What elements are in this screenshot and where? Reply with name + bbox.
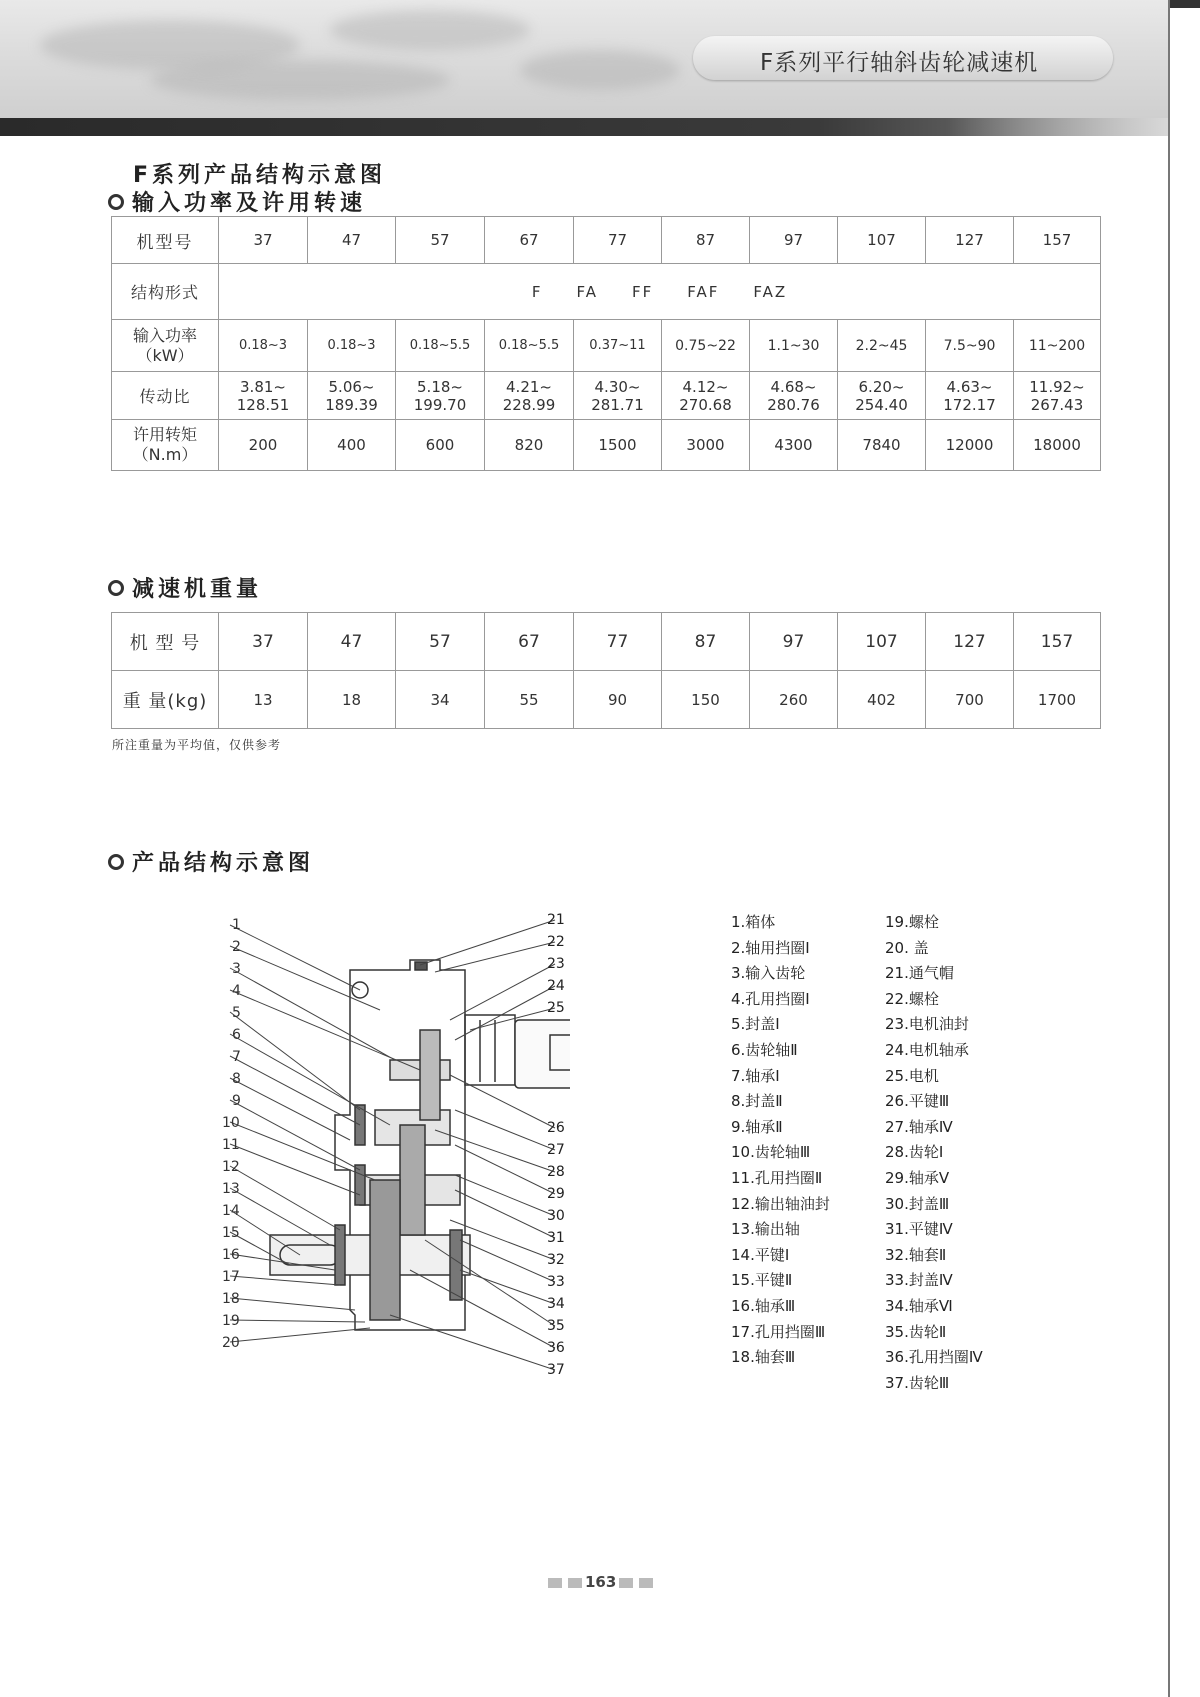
- torque-cell: 7840: [838, 420, 926, 471]
- ratio-max: 199.70: [413, 395, 467, 414]
- callout-number: 14: [222, 1203, 240, 1219]
- power-cell: 0.18~5.5: [485, 320, 574, 372]
- list-item: 29.轴承Ⅴ: [885, 1168, 950, 1187]
- weight-label-model: 机 型 号: [112, 613, 219, 671]
- table-row: [112, 671, 1101, 729]
- ratio-min: 6.20~: [858, 377, 905, 396]
- callout-number: 8: [232, 1071, 241, 1087]
- structure-forms-cell: F FA FF FAF FAZ: [219, 264, 1101, 320]
- parts-list-col1: [731, 910, 830, 1371]
- ratio-max: 172.17: [943, 395, 996, 414]
- weight-cell: 150: [662, 671, 750, 729]
- structure-section-title: F系列产品结构示意图: [133, 163, 387, 188]
- callout-number: 7: [232, 1049, 241, 1065]
- ratio-min: 3.81~: [240, 377, 286, 396]
- ratio-cell: [219, 372, 308, 420]
- callout-number: 35: [547, 1318, 565, 1334]
- row-label-torque: [112, 420, 219, 471]
- power-section-title: 输入功率及许用转速: [132, 191, 367, 216]
- list-item: 30.封盖Ⅲ: [885, 1194, 950, 1213]
- model-cell: 157: [1014, 217, 1101, 264]
- row-label-power-line1: 输入功率: [132, 325, 197, 345]
- weight-section-title: 减速机重量: [132, 577, 263, 602]
- page-number: [545, 1573, 656, 1591]
- power-cell: 7.5~90: [926, 320, 1014, 372]
- model-cell: 47: [308, 613, 396, 671]
- list-item: 20. 盖: [885, 938, 929, 957]
- row-label-structure: 结构形式: [112, 264, 219, 320]
- gearbox-drawing: [210, 910, 570, 1370]
- page-deco-left: [568, 1578, 582, 1588]
- table-row: [112, 264, 1101, 320]
- model-cell: 37: [219, 217, 308, 264]
- list-item: 9.轴承Ⅱ: [731, 1117, 783, 1136]
- list-item: 34.轴承Ⅵ: [885, 1296, 953, 1315]
- model-cell: 157: [1014, 613, 1101, 671]
- power-cell: 11~200: [1014, 320, 1101, 372]
- callout-number: 17: [222, 1269, 240, 1285]
- ratio-cell: [838, 372, 926, 420]
- table-row: [112, 372, 1101, 420]
- weight-cell: 700: [926, 671, 1014, 729]
- bullet-icon: [108, 580, 124, 596]
- model-cell: 67: [485, 217, 574, 264]
- corner-mark: [1170, 0, 1200, 8]
- list-item: 21.通气帽: [885, 964, 954, 983]
- list-item: 1.箱体: [731, 913, 776, 931]
- callout-number: 23: [547, 956, 565, 972]
- list-item: 37.齿轮Ⅲ: [885, 1373, 950, 1392]
- callout-number: 24: [547, 978, 565, 994]
- weight-section-heading: [108, 572, 262, 603]
- list-item: 25.电机: [885, 1066, 939, 1085]
- weight-note: 所注重量为平均值，仅供参考: [112, 738, 282, 752]
- callout-number: 11: [222, 1137, 240, 1153]
- power-cell: 0.18~5.5: [396, 320, 485, 372]
- callout-number: 19: [222, 1313, 240, 1329]
- ratio-min: 5.18~: [417, 377, 463, 396]
- callout-number: 9: [232, 1093, 241, 1109]
- weight-label-weight: 重 量(kg): [112, 671, 219, 729]
- bullet-icon: [108, 194, 124, 210]
- weight-cell: 1700: [1014, 671, 1101, 729]
- right-border-line: [1168, 0, 1170, 1697]
- weight-cell: 13: [219, 671, 308, 729]
- callout-number: 33: [547, 1274, 565, 1290]
- ratio-min: 5.06~: [328, 377, 375, 396]
- model-cell: 77: [574, 217, 662, 264]
- callout-number: 34: [547, 1296, 565, 1312]
- ratio-max: 270.68: [679, 395, 732, 414]
- list-item: 36.孔用挡圈Ⅳ: [885, 1348, 983, 1367]
- model-cell: 107: [838, 613, 926, 671]
- callout-number: 1: [232, 917, 241, 933]
- page-deco-right: [639, 1578, 653, 1588]
- model-cell: 47: [308, 217, 396, 264]
- list-item: 6.齿轮轴Ⅱ: [731, 1040, 798, 1059]
- ratio-cell: [926, 372, 1014, 420]
- list-item: 19.螺栓: [885, 913, 939, 931]
- row-label-torque-line2: （N.m）: [132, 445, 198, 464]
- list-item: 27.轴承Ⅳ: [885, 1117, 953, 1136]
- page-number-text: 163: [585, 1573, 617, 1591]
- list-item: 22.螺栓: [885, 989, 939, 1008]
- callout-number: 6: [232, 1027, 241, 1043]
- list-item: 10.齿轮轴Ⅲ: [731, 1143, 811, 1162]
- torque-cell: 400: [308, 420, 396, 471]
- bullet-icon: [108, 854, 124, 870]
- ratio-cell: [750, 372, 838, 420]
- table-row: [112, 217, 1101, 264]
- ratio-cell: [574, 372, 662, 420]
- row-label-power-line2: （kW）: [136, 345, 194, 365]
- callout-number: 27: [547, 1142, 565, 1158]
- row-label-power: [112, 320, 219, 372]
- row-label-torque-line1: 许用转矩: [132, 425, 197, 444]
- list-item: 18.轴套Ⅲ: [731, 1348, 796, 1367]
- ratio-cell: [396, 372, 485, 420]
- torque-cell: 820: [485, 420, 574, 471]
- ratio-min: 4.21~: [506, 377, 552, 396]
- ratio-min: 4.12~: [682, 377, 729, 396]
- table-row: [112, 420, 1101, 471]
- list-item: 24.电机轴承: [885, 1040, 969, 1059]
- table-row: [112, 613, 1101, 671]
- callout-number: 18: [222, 1291, 240, 1307]
- callout-number: 30: [547, 1208, 565, 1224]
- list-item: 12.输出轴油封: [731, 1194, 830, 1213]
- ratio-min: 11.92~: [1029, 377, 1085, 396]
- ratio-max: 281.71: [591, 395, 644, 414]
- power-cell: 0.18~3: [308, 320, 396, 372]
- callout-number: 21: [547, 912, 565, 928]
- list-item: 28.齿轮Ⅰ: [885, 1143, 944, 1162]
- list-item: 3.输入齿轮: [731, 964, 806, 983]
- model-cell: 77: [574, 613, 662, 671]
- weight-cell: 90: [574, 671, 662, 729]
- model-cell: 37: [219, 613, 308, 671]
- page-deco-left: [548, 1578, 562, 1588]
- header-bar: [0, 118, 1168, 136]
- diagram-section-title: 产品结构示意图: [132, 851, 315, 876]
- callout-number: 31: [547, 1230, 565, 1246]
- ratio-max: 254.40: [855, 395, 908, 414]
- ratio-cell: [485, 372, 574, 420]
- torque-cell: 4300: [750, 420, 838, 471]
- weight-table: [111, 612, 1101, 729]
- parts-list-col2: [885, 910, 983, 1396]
- callout-number: 5: [232, 1005, 241, 1021]
- diagram-section-heading: [108, 846, 314, 877]
- callout-number: 2: [232, 939, 241, 955]
- list-item: 11.孔用挡圈Ⅱ: [731, 1168, 823, 1187]
- torque-cell: 12000: [926, 420, 1014, 471]
- row-label-ratio: 传动比: [112, 372, 219, 420]
- model-cell: 87: [662, 613, 750, 671]
- list-item: 31.平键Ⅳ: [885, 1220, 953, 1239]
- ratio-cell: [1014, 372, 1101, 420]
- model-cell: 87: [662, 217, 750, 264]
- list-item: 4.孔用挡圈Ⅰ: [731, 989, 810, 1008]
- ratio-min: 4.63~: [946, 377, 993, 396]
- gearbox-structure-diagram: [210, 910, 570, 1370]
- ratio-min: 4.68~: [770, 377, 817, 396]
- power-cell: 0.18~3: [219, 320, 308, 372]
- callout-number: 20: [222, 1335, 240, 1351]
- callout-number: 3: [232, 961, 241, 977]
- ratio-min: 4.30~: [594, 377, 641, 396]
- list-item: 14.平键Ⅰ: [731, 1245, 790, 1264]
- torque-cell: 18000: [1014, 420, 1101, 471]
- callout-number: 16: [222, 1247, 240, 1263]
- callout-number: 10: [222, 1115, 240, 1131]
- callout-number: 37: [547, 1362, 565, 1378]
- ratio-max: 228.99: [502, 395, 556, 414]
- weight-cell: 402: [838, 671, 926, 729]
- model-cell: 97: [750, 613, 838, 671]
- torque-cell: 1500: [574, 420, 662, 471]
- model-cell: 67: [485, 613, 574, 671]
- list-item: 2.轴用挡圈Ⅰ: [731, 938, 810, 957]
- power-cell: 0.75~22: [662, 320, 750, 372]
- list-item: 23.电机油封: [885, 1015, 969, 1034]
- weight-cell: 18: [308, 671, 396, 729]
- callout-number: 13: [222, 1181, 240, 1197]
- model-cell: 127: [926, 217, 1014, 264]
- model-cell: 57: [396, 217, 485, 264]
- list-item: 26.平键Ⅲ: [885, 1092, 950, 1111]
- list-item: 13.输出轴: [731, 1220, 800, 1239]
- callout-number: 22: [547, 934, 565, 950]
- power-cell: 0.37~11: [574, 320, 662, 372]
- list-item: 32.轴套Ⅱ: [885, 1245, 947, 1264]
- page-deco-right: [619, 1578, 633, 1588]
- model-cell: 127: [926, 613, 1014, 671]
- callout-number: 28: [547, 1164, 565, 1180]
- list-item: 15.平键Ⅱ: [731, 1271, 793, 1290]
- list-item: 7.轴承Ⅰ: [731, 1066, 780, 1085]
- power-cell: 2.2~45: [838, 320, 926, 372]
- list-item: 5.封盖Ⅰ: [731, 1015, 780, 1034]
- list-item: 16.轴承Ⅲ: [731, 1296, 796, 1315]
- list-item: 33.封盖Ⅳ: [885, 1271, 953, 1290]
- power-table: [111, 216, 1101, 471]
- list-item: 8.封盖Ⅱ: [731, 1092, 783, 1111]
- ratio-cell: [308, 372, 396, 420]
- callout-number: 15: [222, 1225, 240, 1241]
- torque-cell: 3000: [662, 420, 750, 471]
- callout-number: 29: [547, 1186, 565, 1202]
- ratio-max: 280.76: [767, 395, 820, 414]
- ratio-cell: [662, 372, 750, 420]
- torque-cell: 600: [396, 420, 485, 471]
- ratio-max: 267.43: [1030, 395, 1084, 414]
- table-row: [112, 320, 1101, 372]
- callout-number: 36: [547, 1340, 565, 1356]
- model-cell: 57: [396, 613, 485, 671]
- weight-cell: 34: [396, 671, 485, 729]
- list-item: 17.孔用挡圈Ⅲ: [731, 1322, 826, 1341]
- callout-number: 12: [222, 1159, 240, 1175]
- model-cell: 97: [750, 217, 838, 264]
- power-section-heading: [108, 186, 366, 217]
- list-item: 35.齿轮Ⅱ: [885, 1322, 947, 1341]
- ratio-max: 128.51: [236, 395, 290, 414]
- callout-number: 25: [547, 1000, 565, 1016]
- power-cell: 1.1~30: [750, 320, 838, 372]
- row-label-model: 机型号: [112, 217, 219, 264]
- model-cell: 107: [838, 217, 926, 264]
- page-title: F系列平行轴斜齿轮减速机: [760, 50, 1039, 76]
- ratio-max: 189.39: [325, 395, 378, 414]
- weight-cell: 260: [750, 671, 838, 729]
- callout-number: 26: [547, 1120, 565, 1136]
- weight-cell: 55: [485, 671, 574, 729]
- callout-number: 32: [547, 1252, 565, 1268]
- callout-number: 4: [232, 983, 241, 999]
- torque-cell: 200: [219, 420, 308, 471]
